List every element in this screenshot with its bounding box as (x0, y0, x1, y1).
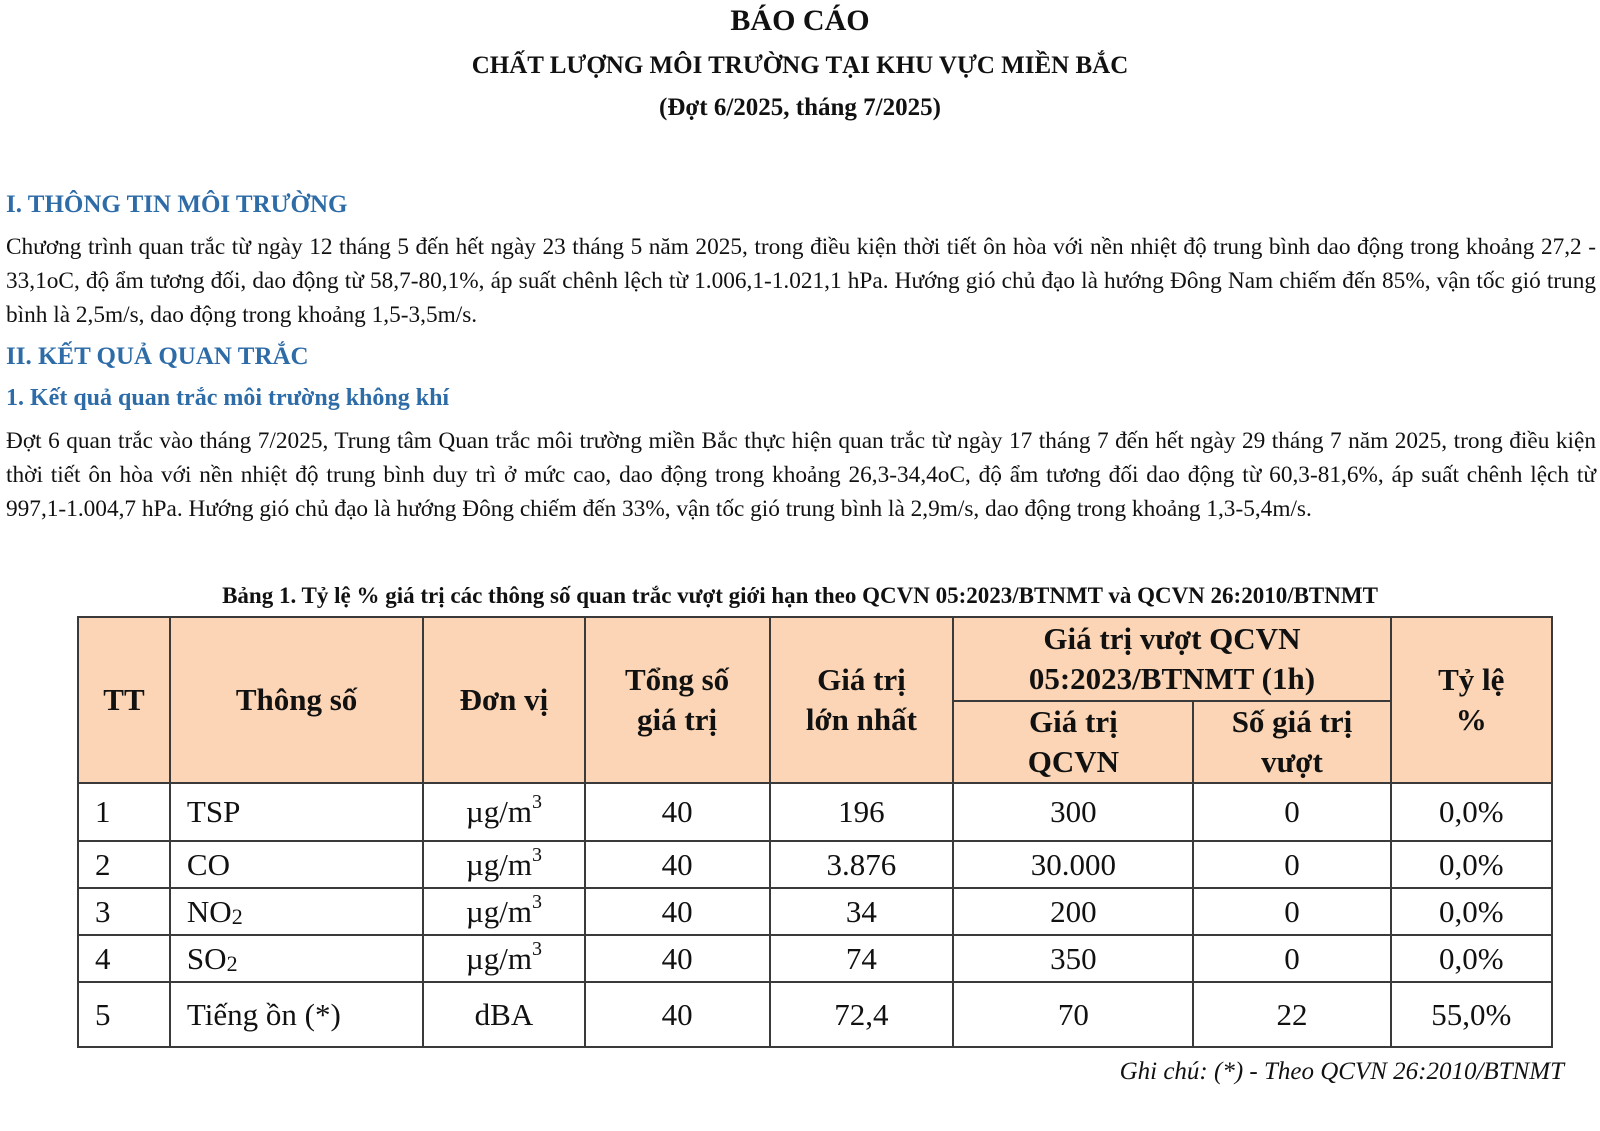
cell-unit (423, 935, 584, 982)
cell-limit: 200 (953, 888, 1193, 935)
cell-exceed: 0 (1193, 841, 1390, 888)
cell-total: 40 (585, 982, 770, 1047)
param-subscript: 2 (231, 903, 243, 929)
col-header-limit-line2: QCVN (1027, 744, 1120, 779)
param-name: Tiếng ồn (*) (186, 996, 341, 1032)
col-header-group-line2: 05:2023/BTNMT (1h) (1028, 661, 1316, 696)
col-header-max-line1: Giá trị (817, 662, 906, 697)
col-header-tt: TT (78, 617, 170, 783)
cell-param (170, 783, 423, 841)
report-title: BÁO CÁO (730, 4, 870, 37)
col-header-exceed (1193, 701, 1390, 783)
cell-ratio: 55,0% (1391, 982, 1552, 1047)
cell-max: 74 (770, 935, 954, 982)
unit-superscript: 3 (531, 890, 542, 913)
col-header-ratio (1391, 617, 1552, 783)
param-name: CO (186, 846, 230, 882)
col-header-ratio-line1: Tỷ lệ (1438, 662, 1505, 697)
col-header-param: Thông số (170, 617, 423, 783)
col-header-unit: Đơn vị (423, 617, 584, 783)
unit-text: µg/m (465, 940, 532, 976)
table-row (78, 783, 1552, 841)
cell-unit (423, 783, 584, 841)
param-name: SO (186, 940, 227, 976)
cell-tt: 4 (78, 935, 170, 982)
report-period: (Đợt 6/2025, tháng 7/2025) (659, 94, 941, 121)
table-caption: Bảng 1. Tỷ lệ % giá trị các thông số quan trắc vượt giới hạn theo QCVN 05:2023/BTNMT và QCVN 26:2010/BTNMT (222, 583, 1378, 608)
cell-tt: 3 (78, 888, 170, 935)
cell-unit (423, 841, 584, 888)
col-header-ratio-line2: % (1455, 702, 1487, 737)
param-name: TSP (186, 794, 241, 829)
cell-limit: 350 (953, 935, 1193, 982)
col-header-max-line2: lớn nhất (805, 702, 917, 737)
col-header-group (953, 617, 1390, 701)
section-2-heading: II. KẾT QUẢ QUAN TRẮC (6, 343, 309, 370)
cell-ratio: 0,0% (1391, 841, 1552, 888)
cell-tt: 1 (78, 783, 170, 841)
cell-total: 40 (585, 841, 770, 888)
section-2-paragraph: Đợt 6 quan trắc vào tháng 7/2025, Trung tâm Quan trắc môi trường miền Bắc thực hiện quan trắc từ ngày 17 tháng 7 đến hết ngày 29 tháng 7 năm 2025, trong điều kiện thời tiết ôn hòa với nền nhiệt độ trung bình duy trì ở mức cao, dao động trong khoảng 26,3-34,4oC, độ ẩm tương đối dao động từ 60,3-81,6%, áp suất chênh lệch từ 997,1-1.004,7 hPa. Hướng gió chủ đạo là hướng Đông chiếm đến 33%, vận tốc gió trung bình là 2,9m/s, dao động trong khoảng 1,3-5,4m/s. (6, 428, 1596, 522)
table-row (78, 888, 1552, 935)
unit-superscript: 3 (531, 791, 542, 813)
cell-param (170, 888, 423, 935)
results-table (77, 616, 1553, 1048)
cell-exceed: 0 (1193, 935, 1390, 982)
unit-text: µg/m (465, 846, 532, 882)
cell-total: 40 (585, 783, 770, 841)
cell-ratio: 0,0% (1391, 888, 1552, 935)
cell-exceed: 22 (1193, 982, 1390, 1047)
section-2-subheading: 1. Kết quả quan trắc môi trường không khí (6, 385, 450, 411)
table-row (78, 841, 1552, 888)
cell-total: 40 (585, 888, 770, 935)
cell-unit (423, 982, 584, 1047)
cell-param (170, 982, 423, 1047)
unit-superscript: 3 (531, 843, 542, 866)
cell-param (170, 841, 423, 888)
section-1-paragraph: Chương trình quan trắc từ ngày 12 tháng 5 đến hết ngày 23 tháng 5 năm 2025, trong điều kiện thời tiết ôn hòa với nền nhiệt độ trung bình dao động trong khoảng 27,2 - 33,1oC, độ ẩm tương đối, dao động từ 58,7-80,1%, áp suất chênh lệch từ 1.006,1-1.021,1 hPa. Hướng gió chủ đạo là hướng Đông Nam chiếm đến 85%, vận tốc gió trung bình là 2,5m/s, dao động trong khoảng 1,5-3,5m/s. (6, 234, 1596, 328)
unit-text: dBA (474, 996, 534, 1032)
cell-exceed: 0 (1193, 783, 1390, 841)
table-footnote: Ghi chú: (*) - Theo QCVN 26:2010/BTNMT (1119, 1058, 1564, 1085)
report-subtitle: CHẤT LƯỢNG MÔI TRƯỜNG TẠI KHU VỰC MIỀN BẮC (471, 52, 1129, 79)
param-name: NO (186, 893, 232, 929)
col-header-exceed-line2: vượt (1261, 744, 1323, 779)
cell-param (170, 935, 423, 982)
param-subscript: 2 (226, 950, 238, 976)
table-row (78, 982, 1552, 1047)
col-header-total (585, 617, 770, 783)
cell-limit: 70 (953, 982, 1193, 1047)
cell-max: 196 (770, 783, 954, 841)
col-header-max (770, 617, 954, 783)
cell-max: 34 (770, 888, 954, 935)
col-header-limit-line1: Giá trị (1029, 704, 1118, 739)
cell-limit: 300 (953, 783, 1193, 841)
col-header-total-line1: Tổng số (624, 662, 730, 697)
unit-text: µg/m (465, 794, 532, 829)
cell-max: 3.876 (770, 841, 954, 888)
section-1-heading: I. THÔNG TIN MÔI TRƯỜNG (6, 191, 348, 218)
cell-limit: 30.000 (953, 841, 1193, 888)
cell-unit (423, 888, 584, 935)
cell-ratio: 0,0% (1391, 783, 1552, 841)
cell-exceed: 0 (1193, 888, 1390, 935)
cell-ratio: 0,0% (1391, 935, 1552, 982)
unit-superscript: 3 (531, 937, 542, 960)
col-header-limit (953, 701, 1193, 783)
cell-total: 40 (585, 935, 770, 982)
col-header-group-line1: Giá trị vượt QCVN (1043, 621, 1301, 656)
cell-max: 72,4 (770, 982, 954, 1047)
cell-tt: 5 (78, 982, 170, 1047)
col-header-exceed-line1: Số giá trị (1231, 704, 1353, 739)
cell-tt: 2 (78, 841, 170, 888)
table-header-row (78, 617, 1552, 701)
table-row (78, 935, 1552, 982)
col-header-total-line2: giá trị (637, 702, 718, 737)
unit-text: µg/m (465, 893, 532, 929)
